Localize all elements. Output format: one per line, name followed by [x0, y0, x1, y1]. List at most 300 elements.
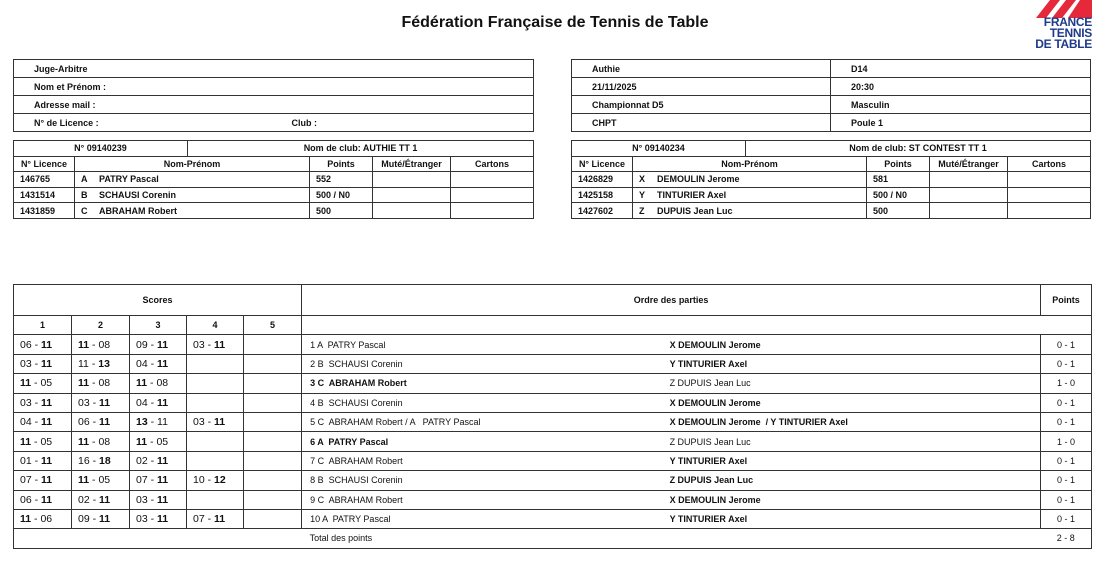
set-score-home: 06	[20, 493, 32, 506]
game-away-player: Y TINTURIER Axel	[664, 354, 1041, 373]
set-score-home: 03	[136, 493, 148, 506]
set-score	[187, 412, 244, 431]
set-score-away: 05	[40, 377, 53, 390]
score-separator: -	[89, 454, 100, 467]
game-row	[14, 335, 1092, 354]
player-name-cell	[633, 187, 867, 203]
set-score	[130, 354, 187, 373]
game-away-player: X DEMOULIN Jerome	[664, 335, 1041, 354]
set-score	[130, 509, 187, 528]
set-score-away: 05	[98, 474, 111, 487]
game-home-player: 9 C ABRAHAM Robert	[302, 490, 664, 509]
logo-line: TENNIS	[1049, 26, 1092, 40]
referee-label: Juge-Arbitre	[14, 60, 534, 78]
set-score	[130, 490, 187, 509]
col-licence: N° Licence	[572, 156, 633, 172]
set-score	[14, 354, 72, 373]
referee-table	[13, 59, 534, 132]
score-separator: -	[147, 416, 158, 429]
col-cards: Cartons	[451, 156, 534, 172]
game-home-player: 1 A PATRY Pascal	[302, 335, 664, 354]
set-score	[130, 471, 187, 490]
match-info-table	[571, 59, 1091, 132]
set-score-home: 09	[78, 513, 90, 526]
set-score-away: 11	[214, 416, 226, 429]
set-score-away: 11	[99, 416, 111, 429]
player-cards	[1008, 203, 1091, 219]
division: D14	[831, 60, 1091, 78]
set-score-home: 11	[136, 435, 148, 448]
set-score-away: 11	[41, 396, 53, 409]
scores-table	[13, 284, 1092, 549]
set-score-home: 11	[20, 513, 32, 526]
set-score-home: 03	[20, 396, 32, 409]
referee-row	[14, 114, 534, 132]
set-score	[244, 471, 302, 490]
col-mute: Muté/Étranger	[930, 156, 1008, 172]
set-score	[187, 354, 244, 373]
scores-header: Scores	[14, 285, 302, 316]
set-score-home: 02	[136, 454, 148, 467]
score-separator: -	[89, 474, 99, 487]
game-points: 1 - 0	[1041, 432, 1092, 451]
set-score	[72, 490, 130, 509]
game-away-player: Y TINTURIER Axel	[664, 451, 1041, 470]
player-mute	[930, 203, 1008, 219]
player-letter: Y	[639, 190, 646, 201]
score-separator: -	[89, 338, 99, 351]
pool: Poule 1	[831, 114, 1091, 132]
col-name: Nom-Prénom	[633, 156, 867, 172]
score-separator: -	[89, 416, 100, 429]
score-separator: -	[88, 357, 99, 370]
player-cards	[451, 203, 534, 219]
set-score	[187, 490, 244, 509]
score-separator: -	[147, 357, 158, 370]
score-separator: -	[204, 513, 215, 526]
referee-licence-field: N° de Licence :	[14, 114, 274, 132]
score-separator: -	[204, 474, 215, 487]
set-number: 4	[187, 316, 244, 335]
score-separator: -	[31, 338, 42, 351]
game-points: 0 - 1	[1041, 335, 1092, 354]
game-points: 0 - 1	[1041, 393, 1092, 412]
set-score-away: 11	[157, 493, 169, 506]
player-name: PATRY Pascal	[99, 174, 159, 185]
game-home-player: 7 C ABRAHAM Robert	[302, 451, 664, 470]
game-away-player: Z DUPUIS Jean Luc	[664, 471, 1041, 490]
game-points: 0 - 1	[1041, 354, 1092, 373]
referee-row	[14, 78, 534, 96]
score-separator: -	[147, 454, 158, 467]
game-row	[14, 412, 1092, 431]
set-score	[244, 354, 302, 373]
match-date: 21/11/2025	[572, 78, 831, 96]
logo-text	[1030, 17, 1092, 50]
game-home-player: 5 C ABRAHAM Robert / A PATRY Pascal	[302, 412, 664, 431]
set-score	[244, 412, 302, 431]
score-separator: -	[31, 474, 42, 487]
score-separator: -	[31, 396, 42, 409]
game-row	[14, 393, 1092, 412]
set-score-home: 16	[78, 454, 90, 467]
player-licence: 1426829	[572, 172, 633, 188]
col-points: Points	[310, 156, 373, 172]
player-row	[14, 172, 534, 188]
player-licence: 1425158	[572, 187, 633, 203]
set-score	[244, 451, 302, 470]
set-score-home: 06	[20, 338, 32, 351]
game-points: 0 - 1	[1041, 471, 1092, 490]
set-score-away: 11	[41, 416, 53, 429]
set-score	[244, 432, 302, 451]
player-name-cell	[75, 203, 310, 219]
set-score	[244, 490, 302, 509]
home-team-table	[13, 140, 534, 219]
player-letter: Z	[639, 205, 645, 216]
player-letter: B	[81, 190, 88, 201]
set-score	[130, 335, 187, 354]
set-score	[14, 490, 72, 509]
empty-cell	[302, 316, 1092, 335]
game-home-player: 6 A PATRY Pascal	[302, 432, 664, 451]
total-row	[14, 529, 1092, 548]
set-score-home: 11	[78, 338, 90, 351]
set-score	[14, 393, 72, 412]
set-score-away: 11	[157, 416, 168, 429]
set-score-away: 05	[156, 435, 169, 448]
player-name: TINTURIER Axel	[657, 190, 727, 201]
player-name: DUPUIS Jean Luc	[657, 205, 733, 216]
score-separator: -	[31, 454, 42, 467]
game-row	[14, 354, 1092, 373]
set-score-home: 09	[136, 338, 148, 351]
player-cards	[451, 172, 534, 188]
col-cards: Cartons	[1008, 156, 1091, 172]
player-letter: A	[81, 174, 88, 185]
player-points: 552	[310, 172, 373, 188]
set-score-away: 11	[157, 454, 169, 467]
competition: Championnat D5	[572, 96, 831, 114]
score-separator: -	[89, 396, 100, 409]
order-header: Ordre des parties	[302, 285, 1041, 316]
player-points: 500	[310, 203, 373, 219]
player-licence: 1431514	[14, 187, 75, 203]
game-away-player: X DEMOULIN Jerome	[664, 490, 1041, 509]
set-score-home: 13	[136, 416, 148, 429]
set-score	[187, 432, 244, 451]
total-label: Total des points	[302, 529, 1041, 548]
set-score-away: 11	[157, 396, 169, 409]
set-score	[14, 432, 72, 451]
set-score	[72, 451, 130, 470]
game-away-player: Y TINTURIER Axel	[664, 509, 1041, 528]
points-header: Points	[1041, 285, 1092, 316]
match-info-row	[572, 96, 1091, 114]
set-score	[72, 432, 130, 451]
set-score	[14, 335, 72, 354]
player-row	[572, 203, 1091, 219]
set-score-away: 11	[99, 396, 111, 409]
set-score	[72, 393, 130, 412]
col-name: Nom-Prénom	[75, 156, 310, 172]
set-score-away: 11	[99, 513, 111, 526]
game-row	[14, 490, 1092, 509]
referee-row	[14, 96, 534, 114]
set-score	[130, 432, 187, 451]
score-separator: -	[31, 377, 41, 390]
score-separator: -	[89, 377, 99, 390]
set-score-home: 03	[78, 396, 90, 409]
set-score-away: 12	[214, 474, 226, 487]
referee-row	[14, 60, 534, 78]
col-mute: Muté/Étranger	[373, 156, 451, 172]
set-number: 1	[14, 316, 72, 335]
game-away-player: Z DUPUIS Jean Luc	[664, 432, 1041, 451]
set-score-home: 04	[20, 416, 32, 429]
set-score	[130, 412, 187, 431]
set-score-home: 04	[136, 357, 148, 370]
set-score-home: 11	[78, 357, 89, 370]
set-score-away: 11	[41, 493, 53, 506]
player-mute	[373, 203, 451, 219]
set-number: 2	[72, 316, 130, 335]
game-points: 1 - 0	[1041, 374, 1092, 393]
set-score	[187, 335, 244, 354]
team-header-row	[572, 141, 1091, 157]
game-row	[14, 451, 1092, 470]
scores-header-row	[14, 285, 1092, 316]
game-away-player: X DEMOULIN Jerome	[664, 393, 1041, 412]
set-score-away: 11	[157, 513, 169, 526]
game-row	[14, 509, 1092, 528]
set-score	[187, 374, 244, 393]
match-info-row	[572, 114, 1091, 132]
logo-line: FRANCE	[1043, 15, 1092, 29]
score-separator: -	[31, 513, 41, 526]
player-points: 500 / N0	[867, 187, 930, 203]
player-letter: X	[639, 174, 646, 185]
away-club-number: N° 09140234	[572, 141, 746, 157]
set-score	[72, 471, 130, 490]
set-score-away: 11	[41, 454, 53, 467]
venue: Authie	[572, 60, 831, 78]
score-separator: -	[89, 435, 99, 448]
set-score-away: 11	[157, 357, 169, 370]
player-licence: 1431859	[14, 203, 75, 219]
player-letter: C	[81, 205, 88, 216]
set-score-away: 11	[99, 493, 111, 506]
set-score-away: 11	[214, 513, 226, 526]
set-score	[187, 471, 244, 490]
col-licence: N° Licence	[14, 156, 75, 172]
player-mute	[930, 172, 1008, 188]
score-separator: -	[147, 396, 158, 409]
score-separator: -	[147, 474, 158, 487]
set-score-away: 18	[99, 454, 111, 467]
set-score-away: 06	[40, 513, 53, 526]
set-score	[244, 335, 302, 354]
competition-type: CHPT	[572, 114, 831, 132]
set-score	[72, 335, 130, 354]
set-score	[14, 374, 72, 393]
set-score-away: 11	[214, 338, 226, 351]
player-name-cell	[633, 203, 867, 219]
set-score-away: 05	[40, 435, 53, 448]
away-team-table	[571, 140, 1091, 219]
category: Masculin	[831, 96, 1091, 114]
game-home-player: 2 B SCHAUSI Corenin	[302, 354, 664, 373]
player-points: 581	[867, 172, 930, 188]
set-score-away: 11	[157, 474, 169, 487]
game-points: 0 - 1	[1041, 490, 1092, 509]
score-separator: -	[147, 493, 158, 506]
set-score-away: 11	[41, 338, 53, 351]
set-score-away: 11	[157, 338, 169, 351]
set-score-home: 02	[78, 493, 90, 506]
set-score-home: 07	[136, 474, 148, 487]
set-score	[14, 451, 72, 470]
away-club-name: Nom de club: ST CONTEST TT 1	[746, 141, 1091, 157]
referee-email-field: Adresse mail :	[14, 96, 534, 114]
set-score-home: 06	[78, 416, 90, 429]
game-away-player: Z DUPUIS Jean Luc	[664, 374, 1041, 393]
score-separator: -	[31, 416, 42, 429]
score-separator: -	[147, 435, 157, 448]
score-separator: -	[31, 357, 42, 370]
game-row	[14, 374, 1092, 393]
player-name: ABRAHAM Robert	[99, 205, 177, 216]
set-score-home: 03	[20, 357, 32, 370]
player-mute	[930, 187, 1008, 203]
set-numbers-row	[14, 316, 1092, 335]
match-info-row	[572, 60, 1091, 78]
set-number: 5	[244, 316, 302, 335]
game-home-player: 10 A PATRY Pascal	[302, 509, 664, 528]
set-score	[130, 374, 187, 393]
score-separator: -	[89, 513, 100, 526]
player-cards	[1008, 172, 1091, 188]
set-score-home: 04	[136, 396, 148, 409]
referee-club-field: Club :	[274, 114, 534, 132]
set-score	[244, 374, 302, 393]
game-points: 0 - 1	[1041, 509, 1092, 528]
set-score-away: 11	[41, 474, 53, 487]
set-score-home: 03	[136, 513, 148, 526]
col-points: Points	[867, 156, 930, 172]
game-row	[14, 471, 1092, 490]
home-club-number: N° 09140239	[14, 141, 188, 157]
game-home-player: 4 B SCHAUSI Corenin	[302, 393, 664, 412]
set-score	[72, 509, 130, 528]
game-away-player: X DEMOULIN Jerome / Y TINTURIER Axel	[664, 412, 1041, 431]
fftt-logo	[1030, 0, 1092, 56]
player-mute	[373, 187, 451, 203]
player-cards	[1008, 187, 1091, 203]
player-row	[572, 172, 1091, 188]
player-name-cell	[75, 187, 310, 203]
set-score	[244, 509, 302, 528]
game-home-player: 3 C ABRAHAM Robert	[302, 374, 664, 393]
column-header-row	[14, 156, 534, 172]
player-cards	[451, 187, 534, 203]
logo-line: DE TABLE	[1035, 37, 1092, 51]
player-points: 500	[867, 203, 930, 219]
total-points: 2 - 8	[1041, 529, 1092, 548]
set-score	[72, 374, 130, 393]
player-licence: 146765	[14, 172, 75, 188]
set-score	[130, 393, 187, 412]
player-name: SCHAUSI Corenin	[99, 190, 177, 201]
match-time: 20:30	[831, 78, 1091, 96]
set-score-home: 07	[193, 513, 205, 526]
score-separator: -	[31, 493, 42, 506]
score-separator: -	[204, 416, 215, 429]
game-points: 0 - 1	[1041, 451, 1092, 470]
game-home-player: 8 B SCHAUSI Corenin	[302, 471, 664, 490]
game-row	[14, 432, 1092, 451]
set-number: 3	[130, 316, 187, 335]
player-points: 500 / N0	[310, 187, 373, 203]
set-score-home: 11	[20, 377, 32, 390]
score-separator: -	[147, 377, 157, 390]
player-name-cell	[75, 172, 310, 188]
set-score-home: 11	[20, 435, 32, 448]
set-score	[187, 451, 244, 470]
set-score-home: 10	[193, 474, 205, 487]
set-score	[72, 412, 130, 431]
set-score	[14, 471, 72, 490]
set-score-home: 01	[20, 454, 32, 467]
player-name: DEMOULIN Jerome	[657, 174, 740, 185]
team-header-row	[14, 141, 534, 157]
set-score	[187, 393, 244, 412]
set-score	[14, 412, 72, 431]
set-score	[244, 393, 302, 412]
set-score-away: 08	[98, 435, 111, 448]
set-score	[187, 509, 244, 528]
set-score-away: 13	[98, 357, 110, 370]
column-header-row	[572, 156, 1091, 172]
player-row	[14, 203, 534, 219]
match-info-row	[572, 78, 1091, 96]
set-score-home: 11	[78, 377, 90, 390]
set-score-away: 08	[98, 377, 111, 390]
player-row	[14, 187, 534, 203]
set-score-home: 11	[78, 435, 90, 448]
set-score	[14, 509, 72, 528]
home-club-name: Nom de club: AUTHIE TT 1	[188, 141, 534, 157]
player-mute	[373, 172, 451, 188]
player-name-cell	[633, 172, 867, 188]
score-separator: -	[89, 493, 100, 506]
player-row	[572, 187, 1091, 203]
set-score-home: 07	[20, 474, 32, 487]
set-score	[130, 451, 187, 470]
set-score-home: 03	[193, 416, 205, 429]
set-score-home: 11	[136, 377, 148, 390]
game-points: 0 - 1	[1041, 412, 1092, 431]
set-score-away: 11	[41, 357, 53, 370]
empty-cell	[14, 529, 302, 548]
score-separator: -	[147, 513, 158, 526]
score-separator: -	[204, 338, 215, 351]
score-separator: -	[147, 338, 158, 351]
set-score-away: 08	[98, 338, 111, 351]
set-score-home: 11	[78, 474, 90, 487]
player-licence: 1427602	[572, 203, 633, 219]
score-separator: -	[31, 435, 41, 448]
